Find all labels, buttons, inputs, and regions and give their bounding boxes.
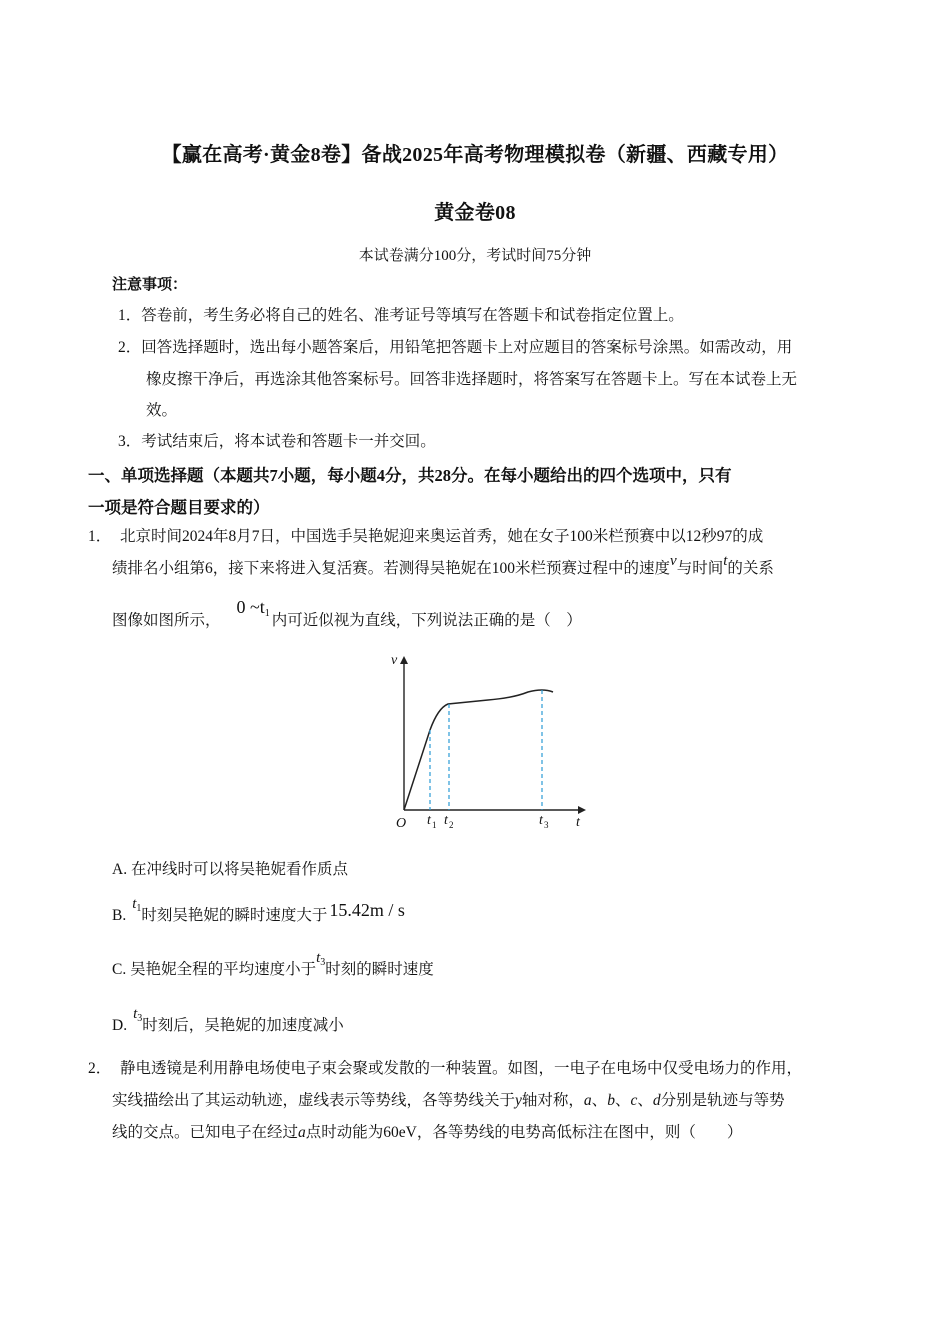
option-text: 时刻吴艳妮的瞬时速度大于 bbox=[141, 907, 328, 924]
q1-text: 图像如图所示， bbox=[112, 612, 221, 629]
notice-item-number: 1． bbox=[118, 307, 142, 324]
velocity-time-graph bbox=[388, 648, 588, 833]
notice-item-text: 答卷前，考生务必将自己的姓名、准考证号等填写在答题卡和试卷指定位置上。 bbox=[141, 307, 684, 324]
velocity-curve bbox=[404, 690, 553, 810]
section-heading-line1: 一、单项选择题（本题共7小题，每小题4分，共28分。在每小题给出的四个选项中，只有 bbox=[88, 466, 732, 485]
t-sub: 3 bbox=[320, 957, 326, 968]
notice-item-2-line2: 橡皮擦干净后，再选涂其他答案标号。回答非选择题时，将答案写在答题卡上。写在本试卷上无 bbox=[146, 371, 798, 388]
question-1-line2 bbox=[112, 553, 774, 580]
t-sub: 3 bbox=[137, 1013, 143, 1024]
tick-t2: t bbox=[444, 813, 448, 828]
speed-value: 15.42m / s bbox=[329, 900, 405, 920]
var-a: a bbox=[583, 1092, 592, 1109]
option-label: D. bbox=[112, 1017, 128, 1034]
q1-text: 内可近似视为直线，下列说法正确的是（ ） bbox=[271, 612, 582, 629]
var-v: v bbox=[670, 553, 677, 569]
range-subscript: 1 bbox=[264, 608, 270, 619]
q2-text: 、 bbox=[614, 1092, 631, 1109]
option-a[interactable] bbox=[112, 859, 348, 881]
option-label: B. bbox=[112, 907, 127, 924]
notice-item-1 bbox=[118, 305, 684, 327]
question-1-number: 1． bbox=[88, 528, 112, 545]
tick-t3: t bbox=[539, 813, 543, 828]
var-a: a bbox=[298, 1124, 306, 1141]
q1-text: 的关系 bbox=[727, 560, 774, 577]
q1-text: 与时间 bbox=[676, 560, 724, 577]
question-2-line2 bbox=[112, 1090, 785, 1112]
y-axis-label: v bbox=[391, 653, 398, 668]
page-subtitle: 黄金卷08 bbox=[434, 202, 516, 224]
q2-text: 分别是轨迹与等势 bbox=[660, 1092, 785, 1109]
x-axis-label: t bbox=[576, 815, 580, 830]
notice-item-number: 2． bbox=[118, 339, 142, 356]
tick-t2-sub: 2 bbox=[449, 820, 454, 830]
q2-text: 线的交点。已知电子在经过 bbox=[112, 1124, 299, 1141]
var-d: d bbox=[652, 1092, 661, 1109]
notice-item-2-line3: 效。 bbox=[146, 402, 178, 419]
option-text: 时刻的瞬时速度 bbox=[325, 961, 434, 978]
tick-t1: t bbox=[427, 813, 431, 828]
q1-text: 绩排名小组第6，接下来将进入复活赛。若测得吴艳妮在100米栏预赛过程中的速度 bbox=[112, 560, 671, 577]
option-text: 时刻后，吴艳妮的加速度减小 bbox=[142, 1017, 344, 1034]
t-var: t bbox=[133, 1006, 138, 1022]
section-heading-line2: 一项是符合题目要求的） bbox=[88, 498, 270, 517]
origin-label: O bbox=[396, 816, 407, 831]
notice-item-text: 回答选择题时，选出每小题答案后，用铅笔把答题卡上对应题目的答案标号涂黑。如需改动，用 bbox=[141, 339, 793, 356]
q2-text: 、 bbox=[591, 1092, 608, 1109]
option-label: C. bbox=[112, 961, 127, 978]
q2-text: 轴对称， bbox=[521, 1092, 584, 1109]
option-text: 吴艳妮全程的平均速度小于 bbox=[130, 961, 317, 978]
notice-item-number: 3． bbox=[118, 433, 142, 450]
range-expression: 0 ~t bbox=[236, 597, 265, 617]
question-2-number: 2． bbox=[88, 1060, 112, 1077]
notice-item-text: 考试结束后，将本试卷和答题卡一并交回。 bbox=[141, 433, 436, 450]
t1-symbol bbox=[132, 895, 141, 912]
notice-item-3 bbox=[118, 431, 436, 453]
notice-item-2 bbox=[118, 337, 792, 359]
question-1-line1: 北京时间2024年8月7日，中国选手吴艳妮迎来奥运首秀，她在女子100米栏预赛中以12秒97的成 bbox=[120, 528, 764, 545]
option-c[interactable] bbox=[112, 950, 434, 986]
t-var: t bbox=[132, 896, 137, 912]
question-2-line3 bbox=[112, 1122, 742, 1144]
tick-t1-sub: 1 bbox=[432, 820, 437, 830]
var-c: c bbox=[630, 1092, 638, 1109]
option-label: A. bbox=[112, 861, 128, 878]
exam-info: 本试卷满分100分，考试时间75分钟 bbox=[358, 248, 592, 264]
option-text: 在冲线时可以将吴艳妮看作质点 bbox=[130, 861, 348, 878]
t-var: t bbox=[316, 950, 321, 966]
option-b[interactable] bbox=[112, 896, 405, 932]
q2-text: 、 bbox=[637, 1092, 653, 1109]
notice-heading: 注意事项： bbox=[112, 277, 188, 293]
option-d[interactable] bbox=[112, 1006, 344, 1042]
page-title: 【赢在高考·黄金8卷】备战2025年高考物理模拟卷（新疆、西藏专用） bbox=[161, 144, 789, 166]
var-b: b bbox=[607, 1092, 615, 1109]
t3-symbol bbox=[133, 1005, 142, 1022]
var-t: t bbox=[723, 553, 728, 569]
q2-text: 点时动能为60eV，各等势线的电势高低标注在图中，则（ ） bbox=[305, 1124, 743, 1141]
t-sub: 1 bbox=[136, 903, 142, 914]
tick-t3-sub: 3 bbox=[544, 820, 549, 830]
t3-symbol bbox=[316, 949, 325, 966]
var-y: y bbox=[515, 1092, 522, 1109]
q2-text: 实线描绘出了其运动轨迹，虚线表示等势线，各等势线关于 bbox=[112, 1092, 516, 1109]
question-2-line1: 静电透镜是利用静电场使电子束会聚或发散的一种装置。如图，一电子在电场中仅受电场力的作用， bbox=[120, 1060, 803, 1077]
time-range-math bbox=[236, 597, 270, 619]
